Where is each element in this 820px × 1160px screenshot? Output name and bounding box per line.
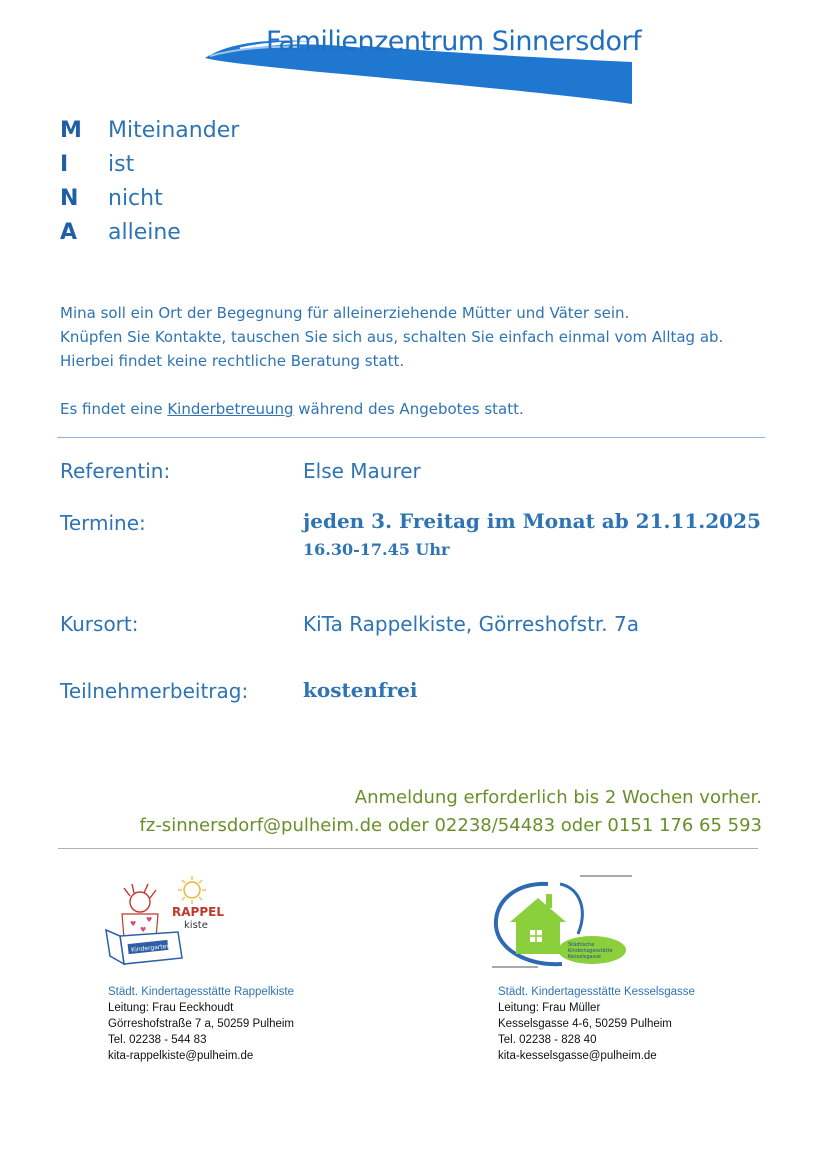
kita-title: Städt. Kindertagesstätte Kesselsgasse — [498, 986, 695, 998]
kita-phone: Tel. 02238 - 828 40 — [498, 1034, 597, 1046]
svg-text:♥: ♥ — [140, 926, 147, 934]
acronym-row — [60, 186, 163, 220]
kita-phone: Tel. 02238 - 544 83 — [108, 1034, 207, 1046]
acronym-row — [60, 152, 134, 186]
acronym-row — [60, 220, 181, 254]
acronym-letter: A — [60, 220, 78, 245]
acronym-word: Miteinander — [108, 118, 240, 143]
registration-contacts: fz-sinnersdorf@pulheim.de oder 02238/54483 oder 0151 176 65 593 — [139, 815, 762, 836]
acronym-word: nicht — [108, 186, 163, 211]
acronym-letter: M — [60, 118, 82, 143]
divider — [58, 848, 758, 849]
kesselsgasse-badge-2: Kindertagesstätte — [568, 948, 613, 954]
kesselsgasse-badge-1: Städtische — [568, 942, 595, 948]
speaker-label: Referentin: — [60, 459, 171, 483]
kita-address: Kesselsgasse 4-6, 50259 Pulheim — [498, 1018, 672, 1030]
acronym-letter: I — [60, 152, 69, 177]
intro-line-2: Knüpfen Sie Kontakte, tauschen Sie sich aus, schalten Sie einfach einmal vom Alltag ab. — [60, 328, 724, 346]
childcare-prefix: Es findet eine — [60, 400, 168, 418]
kita-address: Görreshofstraße 7 a, 50259 Pulheim — [108, 1018, 295, 1030]
rappelkiste-logo — [100, 872, 240, 972]
childcare-note — [60, 398, 524, 420]
acronym-word: ist — [108, 152, 135, 177]
kita-title: Städt. Kindertagesstätte Rappelkiste — [108, 986, 295, 998]
intro-line-1: Mina soll ein Ort der Begegnung für alleinerziehende Mütter und Väter sein. — [60, 304, 630, 322]
acronym-row — [60, 118, 239, 152]
kita-kesselsgasse-contact — [498, 984, 695, 1064]
fee-label: Teilnehmerbeitrag: — [60, 679, 249, 703]
dates-label: Termine: — [60, 511, 146, 535]
childcare-link[interactable]: Kinderbetreuung — [167, 400, 294, 418]
svg-text:♥: ♥ — [130, 920, 137, 928]
rappelkiste-logo-main: RAPPEL — [172, 905, 224, 919]
rappelkiste-box-text: Kindergarten — [130, 942, 171, 954]
kita-rappelkiste-contact — [108, 984, 294, 1064]
acronym-word: alleine — [108, 220, 181, 245]
dates-value: jeden 3. Freitag im Monat ab 21.11.2025 — [303, 509, 761, 533]
kesselsgasse-badge-3: Kesselsgasse — [568, 954, 601, 960]
location-label: Kursort: — [60, 612, 139, 636]
fee-value: kostenfrei — [303, 678, 418, 702]
kesselsgasse-logo — [488, 870, 638, 970]
divider — [57, 437, 765, 438]
acronym-letter: N — [60, 186, 79, 211]
kita-email[interactable]: kita-kesselsgasse@pulheim.de — [498, 1050, 657, 1062]
logo-title: Familienzentrum Sinnersdorf — [266, 26, 642, 57]
speaker-value: Else Maurer — [303, 459, 421, 483]
location-value: KiTa Rappelkiste, Görreshofstr. 7a — [303, 612, 639, 636]
kita-lead: Leitung: Frau Müller — [498, 1002, 601, 1014]
kita-email[interactable]: kita-rappelkiste@pulheim.de — [108, 1050, 254, 1062]
childcare-suffix: während des Angebotes statt. — [293, 400, 524, 418]
rappelkiste-logo-sub: kiste — [184, 920, 208, 931]
dates-time: 16.30-17.45 Uhr — [303, 540, 450, 559]
registration-note: Anmeldung erforderlich bis 2 Wochen vorher. — [354, 787, 762, 808]
kita-lead: Leitung: Frau Eeckhoudt — [108, 1002, 234, 1014]
svg-text:♥: ♥ — [146, 916, 153, 924]
intro-line-3: Hierbei findet keine rechtliche Beratung statt. — [60, 352, 405, 370]
